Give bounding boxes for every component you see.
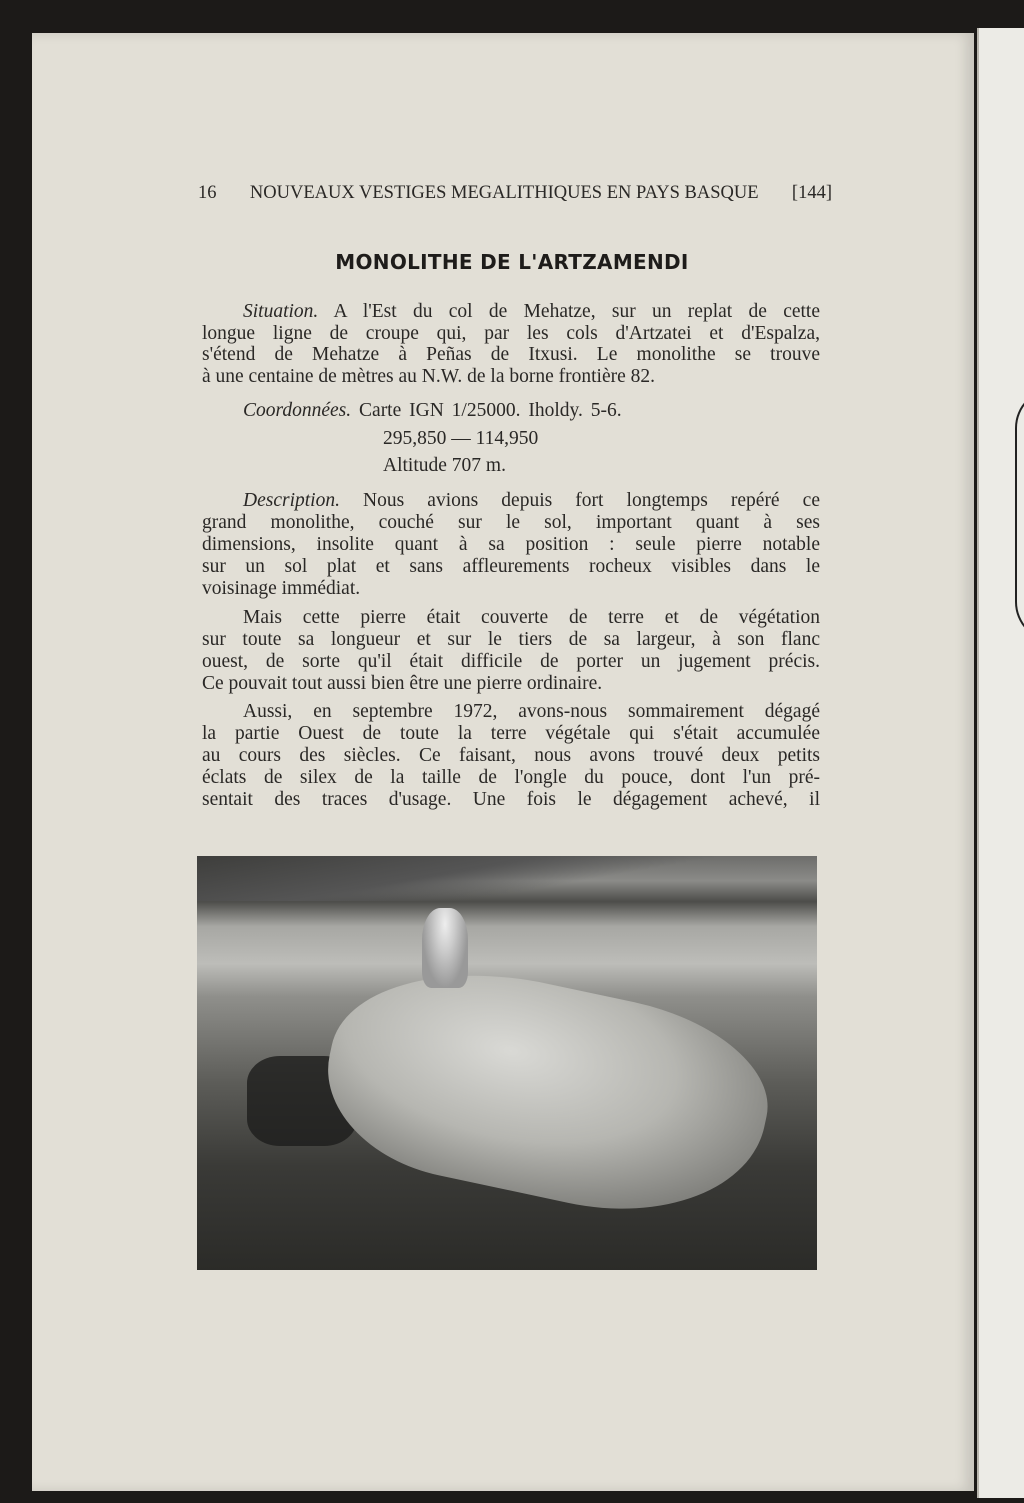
photo-child bbox=[422, 908, 468, 988]
paragraph-line: ouest, de sorte qu'il était difficile de porter un jugement précis. bbox=[202, 651, 820, 672]
paragraph-line: Mais cette pierre était couverte de terre et de végétation bbox=[243, 607, 820, 628]
situation-line: s'étend de Mehatze à Peñas de Itxusi. Le monolithe se trouve bbox=[202, 344, 820, 365]
coordinates-lead: Coordonnées. bbox=[243, 400, 352, 421]
description-line bbox=[243, 490, 820, 512]
paragraph-line: au cours des siècles. Ce faisant, nous avons trouvé deux petits bbox=[202, 745, 820, 766]
adjacent-page-drawing bbox=[1015, 388, 1024, 642]
text: A l'Est du col de Mehatze, sur un replat de cette bbox=[318, 301, 820, 322]
coordinates-line bbox=[243, 400, 622, 422]
paragraph-line: sur toute sa longueur et sur le tiers de sa largeur, à son flanc bbox=[202, 629, 820, 650]
running-header bbox=[198, 183, 832, 204]
description-line: sur un sol plat et sans affleurements rocheux visibles dans le bbox=[202, 556, 820, 577]
situation-line bbox=[243, 301, 820, 323]
description-line: voisinage immédiat. bbox=[202, 578, 361, 599]
situation-line: longue ligne de croupe qui, par les cols d'Artzatei et d'Espalza, bbox=[202, 323, 820, 344]
paragraph-line: Aussi, en septembre 1972, avons-nous sommairement dégagé bbox=[243, 701, 820, 722]
description-line: dimensions, insolite quant à sa position : seule pierre notable bbox=[202, 534, 820, 555]
running-title: NOUVEAUX VESTIGES MEGALITHIQUES EN PAYS BASQUE bbox=[249, 183, 759, 203]
photo-hillside bbox=[197, 856, 817, 901]
coordinates-values: 295,850 — 114,950 bbox=[383, 428, 539, 449]
paragraph-line: la partie Ouest de toute la terre végétale qui s'était accumulée bbox=[202, 723, 820, 744]
section-title: MONOLITHE DE L'ARTZAMENDI bbox=[335, 250, 689, 274]
altitude: Altitude 707 m. bbox=[383, 455, 506, 476]
paragraph-line: sentait des traces d'usage. Une fois le dégagement achevé, il bbox=[202, 789, 820, 810]
photo-monolith-stone bbox=[310, 943, 784, 1240]
page-ref: [144] bbox=[791, 183, 832, 203]
description-lead: Description. bbox=[243, 490, 340, 511]
adjacent-page-edge bbox=[977, 28, 1024, 1498]
text: Carte IGN 1/25000. Iholdy. 5-6. bbox=[351, 400, 622, 421]
paragraph-line: Ce pouvait tout aussi bien être une pierre ordinaire. bbox=[202, 673, 603, 694]
situation-lead: Situation. bbox=[243, 301, 319, 322]
paragraph-line: éclats de silex de la taille de l'ongle du pouce, dont l'un pré- bbox=[202, 767, 820, 788]
situation-line: à une centaine de mètres au N.W. de la borne frontière 82. bbox=[202, 366, 656, 387]
page-number: 16 bbox=[198, 183, 217, 203]
monolith-photograph bbox=[197, 856, 817, 1270]
text: Nous avions depuis fort longtemps repéré ce bbox=[339, 490, 820, 511]
description-line: grand monolithe, couché sur le sol, important quant à ses bbox=[202, 512, 820, 533]
